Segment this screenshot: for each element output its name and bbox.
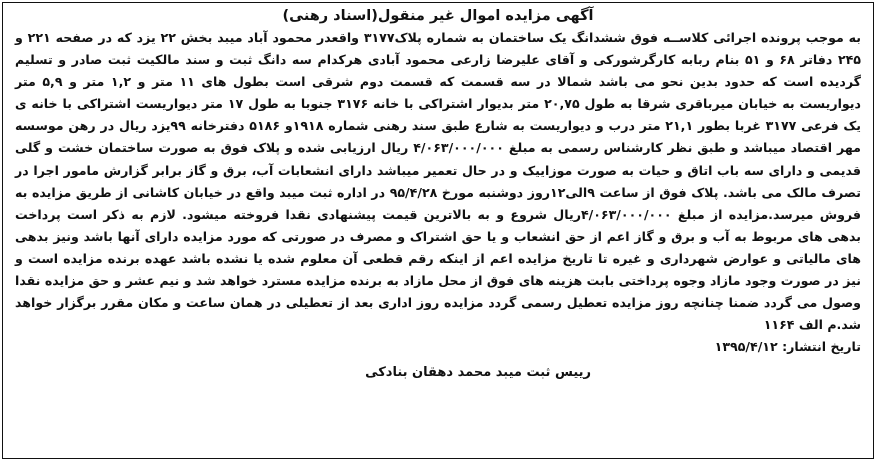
notice-content — [3, 3, 873, 384]
notice-frame — [2, 2, 874, 459]
notice-title: آگهی مزایده اموال غیر منقول(اسناد رهنی) — [282, 8, 594, 24]
signature: رییس ثبت میبد محمد دهقان بنادکی — [365, 365, 591, 381]
notice-body: به موجب پرونده اجرائی کلاســه فوق ششدانگ یک ساختمان به شماره پلاک۳۱۷۷ واقعدر محمود آباد میبد بخش ۲۲ یزد که در صفحه ۲۲۱ و ۲۴۵ دفاتر ۶۸ و ۵۱ بنام ربابه کارگرشورکی و آقای علیرضا زارعی محمود آبادی هرکدام سه دانگ ثبت و سند مالکیت ثبت صادر و تسلیم گردیده است که حدود بدین نحو می باشد شمالا در سه قسمت که قسمت دوم شرقی است بطول های ۱۱ متر و ۱,۲ متر و ۵,۹ متر دیواریست به خیابان میرباقری شرقا به طول ۲۰,۷۵ متر بدیوار اشتراکی با خانه ۳۱۷۶ جنوبا به طول ۱۷ متر دیواریست اشتراکی با خانه ی یک فرعی ۳۱۷۷ غربا بطور ۲۱,۱ متر درب و دیواریست به شارع طبق سند رهنی شماره ۱۹۱۸و ۵۱۸۶ دفترخانه ۹۹یزد ریال در رهن موسسه مهر اقتصاد میباشد و طبق نظر کارشناس رسمی به مبلغ ۴/۰۶۳/۰۰۰/۰۰۰ ریال ارزیابی شده و پلاک فوق به صورت ساختمان خشت و گلی قدیمی و دارای سه باب اتاق و حیات به صورت موزاییک و در حال تعمیر میباشد دارای انشعابات آب، برق و گاز برابر گزارش مامور اجرا در تصرف مالک می باشد. پلاک فوق از ساعت ۹الی۱۲روز دوشنبه مورخ ۹۵/۴/۲۸ در اداره ثبت میبد واقع در خیابان کاشانی از طریق مزایده به فروش میرسد.مزایده از مبلغ ۴/۰۶۳/۰۰۰/۰۰۰ریال شروع و به بالاترین قیمت پیشنهادی نقدا فروخته میشود. لازم به ذکر است پرداخت بدهی های مربوط به آب و برق و گاز اعم از حق انشعاب و یا حق اشتراک و مصرف در صورتی که مورد مزایده دارای آنها باشد ونیز بدهی های مالیاتی و عوارض شهرداری و غیره تا تاریخ مزایده اعم از اینکه رقم قطعی آن معلوم شده یا نشده باشد عهده برنده مزایده است و نیز در صورت وجود مازاد وجوه پرداختی بابت هزینه های فوق از محل مازاد به برنده مزایده مسترد خواهد شد و نیم عشر و حق مزایده نقدا وصول می گردد ضمنا چنانچه روز مزایده تعطیل رسمی گردد مزایده روز اداری بعد از تعطیلی در همان ساعت و مکان مقرر برگزار خواهد شد.م الف ۱۱۶۴ — [15, 30, 862, 333]
publish-date: تاریخ انتشار: ۱۳۹۵/۴/۱۲ — [714, 339, 861, 355]
